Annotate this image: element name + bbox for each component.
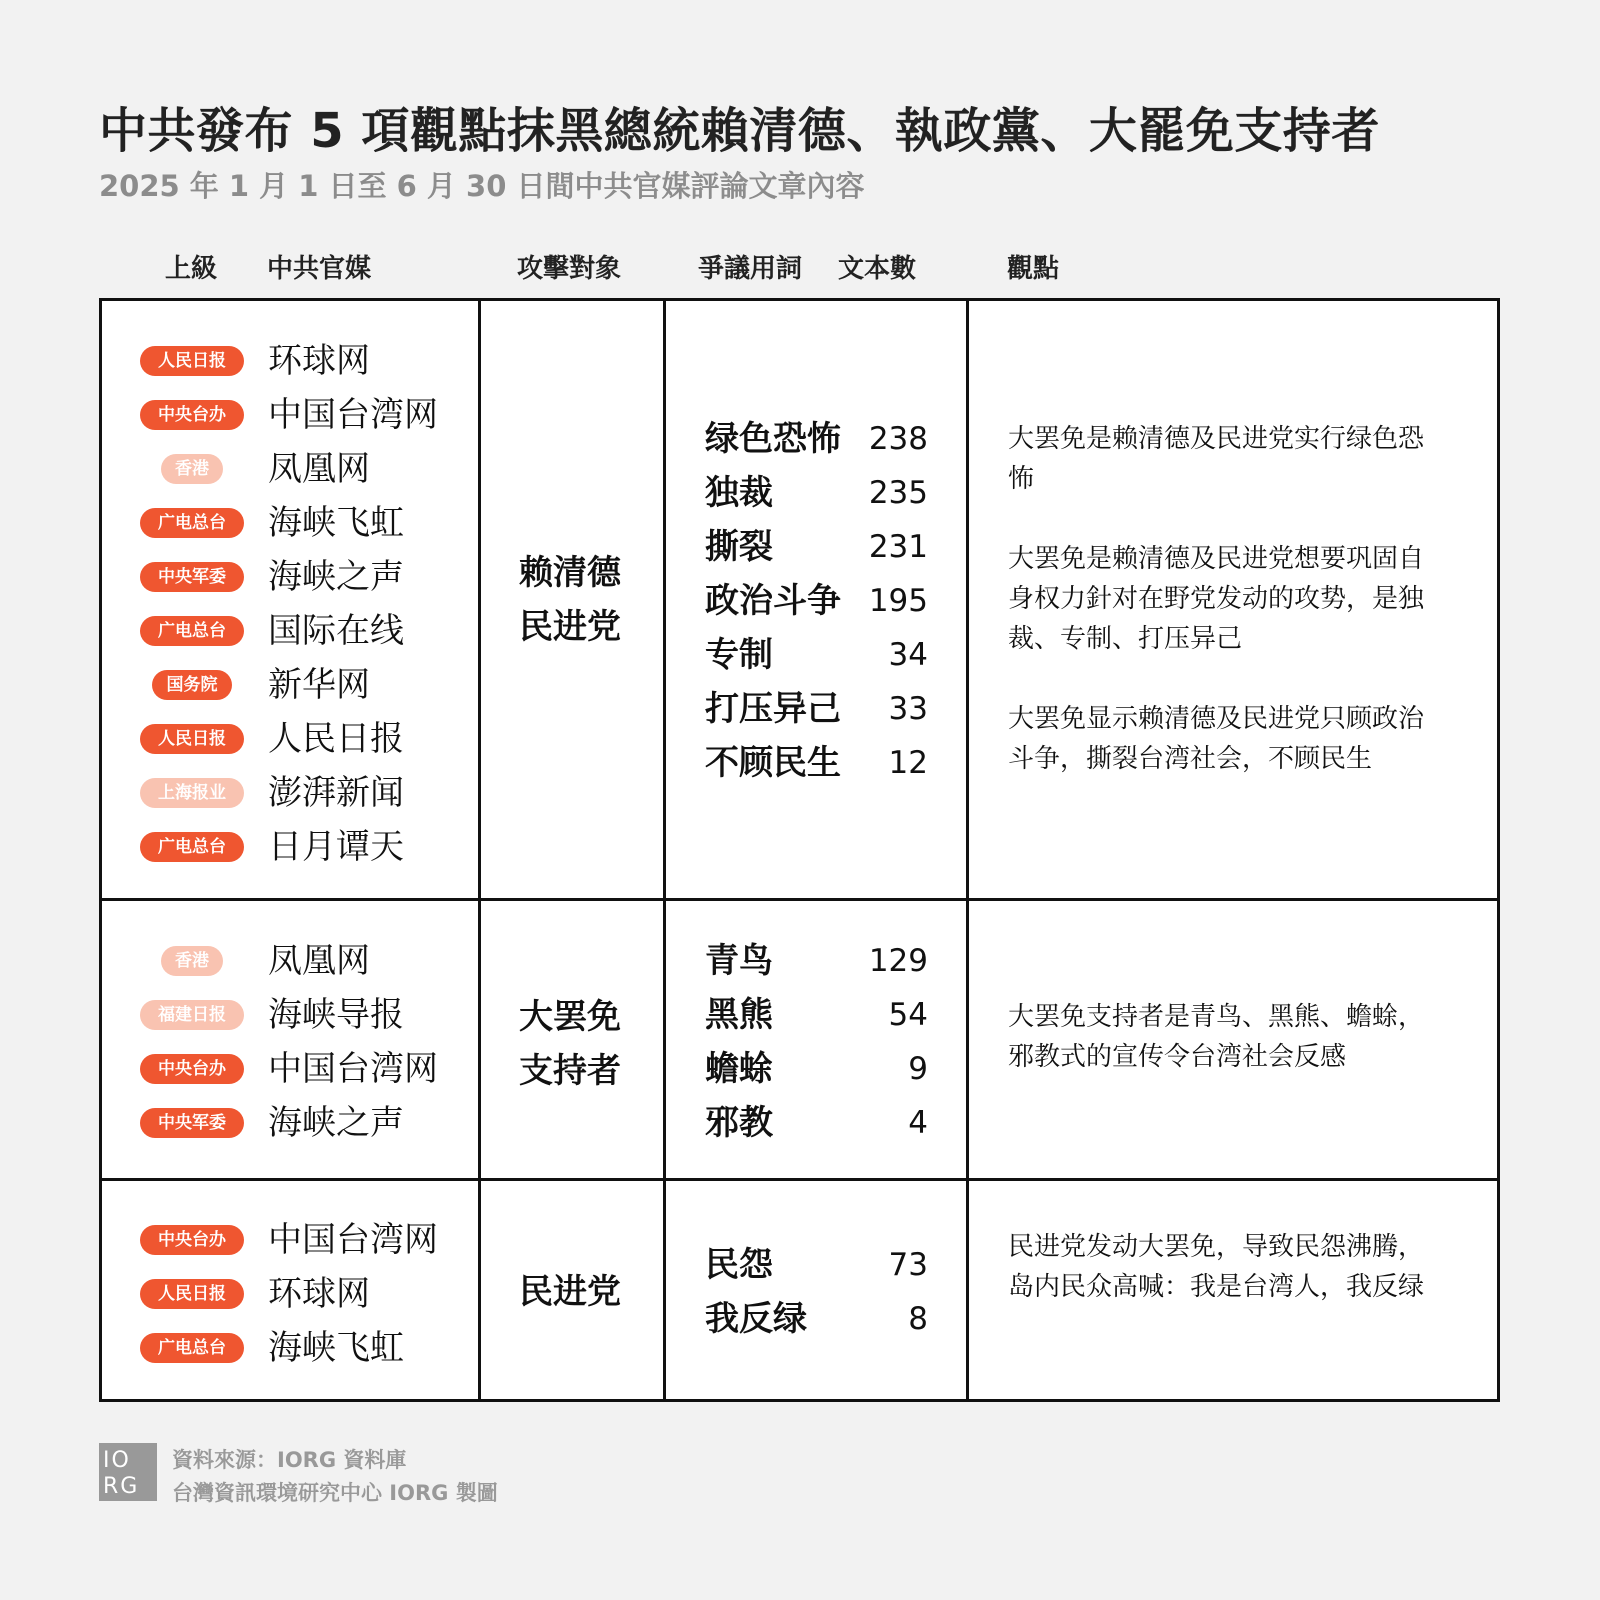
column-divider bbox=[966, 298, 969, 1402]
page-subtitle: 2025 年 1 月 1 日至 6 月 30 日間中共官媒評論文章內容 bbox=[99, 169, 865, 203]
target-label: 民进党 bbox=[519, 1272, 621, 1312]
term-label: 不顾民生 bbox=[705, 743, 841, 783]
term-count: 12 bbox=[888, 745, 928, 781]
source-badge: 国务院 bbox=[152, 670, 232, 700]
term-count: 54 bbox=[888, 997, 928, 1033]
term-label: 政治斗争 bbox=[705, 581, 841, 621]
media-name: 凤凰网 bbox=[268, 449, 370, 489]
source-badge: 广电总台 bbox=[140, 832, 244, 862]
term-count: 238 bbox=[868, 421, 928, 457]
term-label: 蟾蜍 bbox=[705, 1049, 773, 1089]
data-source: 資料來源：IORG 資料庫 bbox=[172, 1448, 407, 1472]
media-name: 海峡飞虹 bbox=[268, 503, 404, 543]
header-view: 觀點 bbox=[1007, 254, 1060, 284]
term-count: 8 bbox=[908, 1301, 928, 1337]
media-name: 国际在线 bbox=[268, 611, 404, 651]
header-target: 攻擊對象 bbox=[517, 254, 622, 284]
term-label: 青鸟 bbox=[705, 941, 773, 981]
media-name: 海峡飞虹 bbox=[268, 1328, 404, 1368]
term-label: 我反绿 bbox=[705, 1299, 807, 1339]
media-name: 海峡之声 bbox=[268, 557, 404, 597]
column-divider bbox=[663, 298, 666, 1402]
target-label: 大罢免 bbox=[519, 997, 621, 1037]
row-divider bbox=[99, 1178, 1500, 1181]
target-label: 赖清德 bbox=[519, 553, 621, 593]
term-label: 黑熊 bbox=[705, 995, 773, 1035]
iorg-logo: IO RG bbox=[99, 1443, 157, 1501]
source-badge: 中央军委 bbox=[140, 562, 244, 592]
viewpoint-text: 大罢免支持者是青鸟、黑熊、蟾蜍，邪教式的宣传令台湾社会反感 bbox=[1008, 1002, 1425, 1072]
media-name: 中国台湾网 bbox=[268, 1220, 438, 1260]
media-name: 中国台湾网 bbox=[268, 1049, 438, 1089]
media-name: 海峡导报 bbox=[268, 995, 404, 1035]
page-title: 中共發布 5 項觀點抹黑總統賴清德、執政黨、大罷免支持者 bbox=[99, 103, 1380, 159]
term-count: 235 bbox=[868, 475, 928, 511]
source-badge: 广电总台 bbox=[140, 616, 244, 646]
term-count: 73 bbox=[888, 1247, 928, 1283]
row-divider bbox=[99, 898, 1500, 901]
viewpoint-text: 大罢免是赖清德及民进党想要巩固自身权力針对在野党发动的攻势，是独裁、专制、打压异己 bbox=[1008, 544, 1425, 654]
source-badge: 上海报业 bbox=[140, 778, 244, 808]
viewpoint-text: 民进党发动大罢免，导致民怨沸腾，岛内民众高喊：我是台湾人，我反绿 bbox=[1008, 1232, 1425, 1302]
media-name: 新华网 bbox=[268, 665, 370, 705]
header-count: 文本數 bbox=[838, 254, 917, 284]
term-label: 绿色恐怖 bbox=[705, 419, 841, 459]
media-name: 凤凰网 bbox=[268, 941, 370, 981]
chart-credit: 台灣資訊環境研究中心 IORG 製圖 bbox=[172, 1481, 498, 1505]
media-name: 中国台湾网 bbox=[268, 395, 438, 435]
source-badge: 广电总台 bbox=[140, 508, 244, 538]
term-count: 4 bbox=[908, 1105, 928, 1141]
target-label: 民进党 bbox=[519, 607, 621, 647]
media-name: 环球网 bbox=[268, 341, 370, 381]
header-media: 中共官媒 bbox=[267, 254, 372, 284]
header-term: 爭議用詞 bbox=[698, 254, 803, 284]
source-badge: 福建日报 bbox=[140, 1000, 244, 1030]
term-label: 独裁 bbox=[705, 473, 773, 513]
term-count: 9 bbox=[908, 1051, 928, 1087]
term-label: 打压异己 bbox=[705, 689, 841, 729]
media-name: 澎湃新闻 bbox=[268, 773, 404, 813]
viewpoint-text: 大罢免显示赖清德及民进党只顾政治斗争，撕裂台湾社会，不顾民生 bbox=[1008, 704, 1425, 774]
target-label: 支持者 bbox=[519, 1051, 621, 1091]
column-divider bbox=[478, 298, 481, 1402]
source-badge: 中央台办 bbox=[140, 400, 244, 430]
source-badge: 香港 bbox=[161, 454, 223, 484]
term-label: 撕裂 bbox=[705, 527, 773, 567]
source-badge: 中央台办 bbox=[140, 1225, 244, 1255]
term-label: 邪教 bbox=[705, 1103, 773, 1143]
source-badge: 中央台办 bbox=[140, 1054, 244, 1084]
media-name: 人民日报 bbox=[268, 719, 404, 759]
source-badge: 中央军委 bbox=[140, 1108, 244, 1138]
source-badge: 广电总台 bbox=[140, 1333, 244, 1363]
viewpoint-text: 大罢免是赖清德及民进党实行绿色恐怖 bbox=[1008, 424, 1425, 494]
term-label: 专制 bbox=[705, 635, 773, 675]
term-count: 195 bbox=[868, 583, 928, 619]
media-name: 日月谭天 bbox=[268, 827, 404, 867]
source-badge: 人民日报 bbox=[140, 1279, 244, 1309]
source-badge: 人民日报 bbox=[140, 346, 244, 376]
media-name: 海峡之声 bbox=[268, 1103, 404, 1143]
term-count: 231 bbox=[868, 529, 928, 565]
source-badge: 人民日报 bbox=[140, 724, 244, 754]
term-count: 34 bbox=[888, 637, 928, 673]
media-name: 环球网 bbox=[268, 1274, 370, 1314]
term-label: 民怨 bbox=[705, 1245, 773, 1285]
term-count: 33 bbox=[888, 691, 928, 727]
term-count: 129 bbox=[868, 943, 928, 979]
header-superior: 上級 bbox=[165, 254, 218, 284]
source-badge: 香港 bbox=[161, 946, 223, 976]
